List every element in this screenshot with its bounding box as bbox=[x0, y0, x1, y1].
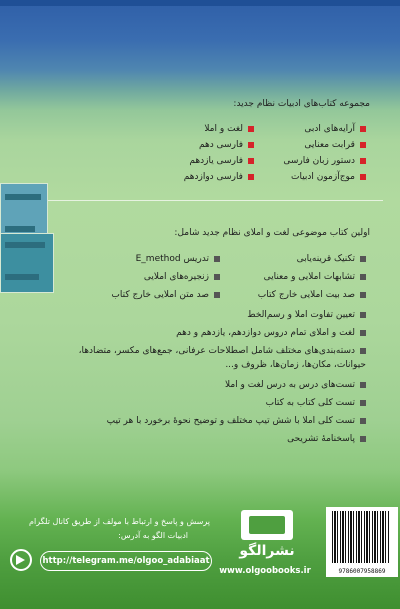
olgoo-logo-icon bbox=[241, 510, 293, 540]
feature-item: پاسخنامهٔ تشریحی bbox=[287, 434, 366, 444]
bullet-icon bbox=[360, 256, 366, 262]
top-stripe bbox=[0, 0, 400, 6]
feature-item: تست کلی املا با شش تیپ مختلف و توضیح نحوهٔ برخورد با هر تیپ bbox=[107, 416, 366, 426]
bullet-icon bbox=[214, 274, 220, 280]
bullet-icon bbox=[360, 126, 366, 132]
barcode-icon bbox=[332, 511, 390, 563]
bullet-icon bbox=[360, 382, 366, 388]
series-item: موج‌آزمون ادبیات bbox=[291, 172, 366, 182]
feature-item-continuation: حیوانات، مکان‌ها، زمان‌ها، ظروف و... bbox=[225, 360, 366, 370]
series-item: فارسی دوازدهم bbox=[184, 172, 254, 182]
book-features-title: اولین کتاب موضوعی لغت و املای نظام جدید شامل: bbox=[174, 228, 370, 238]
telegram-link[interactable]: http://telegram.me/olgoo_adabiaat bbox=[40, 551, 212, 571]
feature-item: تدریس E_method bbox=[136, 254, 220, 264]
series-item: آرایه‌های ادبی bbox=[304, 124, 366, 134]
bullet-icon bbox=[248, 126, 254, 132]
feature-item: تشابهات املایی و معنایی bbox=[264, 272, 366, 282]
feature-item: تست‌های درس به درس لغت و املا bbox=[225, 380, 366, 390]
telegram-contact bbox=[6, 515, 210, 583]
publisher-website[interactable]: www.olgoobooks.ir bbox=[219, 566, 311, 576]
bullet-icon bbox=[360, 400, 366, 406]
bullet-icon bbox=[360, 292, 366, 298]
bullet-icon bbox=[360, 274, 366, 280]
feature-item: تعیین تفاوت املا و رسم‌الخط bbox=[247, 310, 366, 320]
series-item: فارسی یازدهم bbox=[189, 156, 254, 166]
feature-item: زنجیره‌های املایی bbox=[144, 272, 220, 282]
feature-item: تکنیک قرینه‌یابی bbox=[297, 254, 366, 264]
feature-item: صد متن املایی خارج کتاب bbox=[111, 290, 220, 300]
bullet-icon bbox=[360, 312, 366, 318]
bullet-icon bbox=[360, 348, 366, 354]
feature-item: لغت و املای تمام دروس دوازدهم، یازدهم و دهم bbox=[176, 328, 366, 338]
telegram-icon bbox=[10, 549, 32, 571]
bullet-icon bbox=[214, 292, 220, 298]
series-item: دستور زبان فارسی bbox=[283, 156, 366, 166]
bullet-icon bbox=[360, 330, 366, 336]
bullet-icon bbox=[360, 158, 366, 164]
bullet-icon bbox=[360, 436, 366, 442]
series-item: فارسی دهم bbox=[199, 140, 254, 150]
publisher-name: نشرالگو bbox=[239, 543, 295, 559]
book-thumbnails bbox=[0, 183, 64, 303]
bullet-icon bbox=[248, 158, 254, 164]
series-title: مجموعه کتاب‌های ادبیات نظام جدید: bbox=[233, 99, 370, 109]
divider bbox=[38, 200, 383, 201]
book-thumbnail bbox=[0, 233, 54, 293]
feature-item: تست کلی کتاب به کتاب bbox=[266, 398, 366, 408]
bullet-icon bbox=[360, 142, 366, 148]
bullet-icon bbox=[214, 256, 220, 262]
bullet-icon bbox=[360, 418, 366, 424]
bullet-icon bbox=[248, 142, 254, 148]
barcode-number: 9786007958869 bbox=[338, 568, 386, 575]
telegram-text-line2: ادبیات الگو به آدرس: bbox=[118, 531, 188, 540]
telegram-text-line1: پرسش و پاسخ و ارتباط با مولف از طریق کانال تلگرام bbox=[29, 517, 210, 526]
series-item: قرابت معنایی bbox=[304, 140, 366, 150]
bullet-icon bbox=[360, 174, 366, 180]
publisher-logo bbox=[227, 510, 307, 568]
bullet-icon bbox=[248, 174, 254, 180]
series-item: لغت و املا bbox=[204, 124, 254, 134]
isbn-barcode bbox=[326, 507, 398, 577]
feature-item: دسته‌بندی‌های مختلف شامل اصطلاحات عرفانی، جمع‌های مکسر، متضادها، bbox=[79, 346, 366, 356]
feature-item: صد بیت املایی خارج کتاب bbox=[258, 290, 366, 300]
